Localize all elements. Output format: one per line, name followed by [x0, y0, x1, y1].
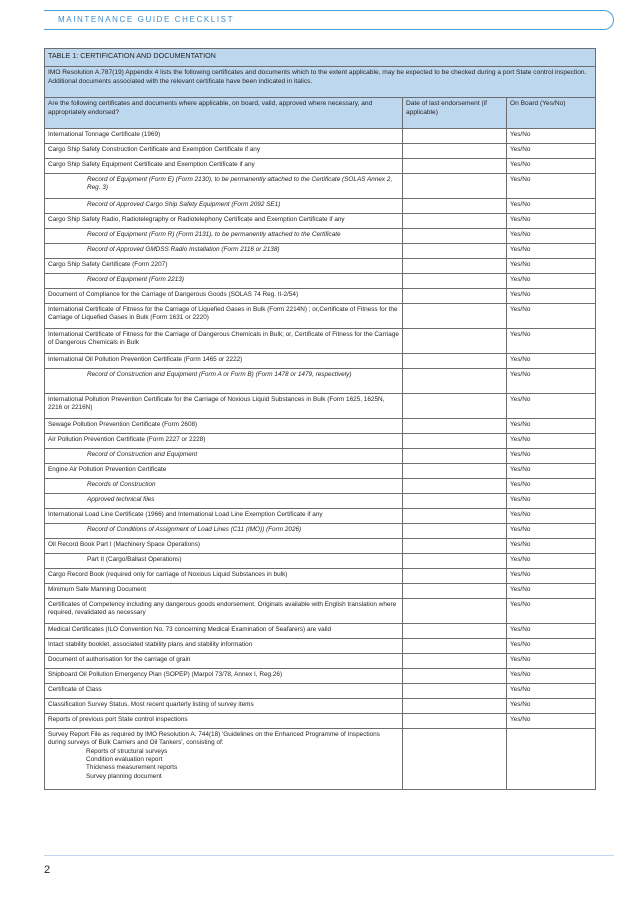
item-text: Part II (Cargo/Ballast Operations): [45, 554, 403, 569]
item-text: International Pollution Prevention Certificate for the Carriage of Noxious Liquid Substances in Bulk (Form 1625, 1625N, 2216 or 2216N): [45, 394, 403, 419]
table-row: [45, 329, 596, 354]
item-text: Air Pollution Prevention Certificate (Form 2227 or 2228): [45, 434, 403, 449]
table-row: [45, 509, 596, 524]
table-row: [45, 289, 596, 304]
table-row: [45, 669, 596, 684]
date-cell[interactable]: [403, 434, 507, 449]
survey-item: Condition evaluation report: [86, 755, 163, 763]
page-number: 2: [44, 864, 51, 876]
date-cell[interactable]: [403, 129, 507, 144]
yes-no-cell[interactable]: Yes/No: [507, 259, 596, 274]
column-header-onboard: On Board (Yes/No): [507, 98, 596, 129]
item-text: International Oil Pollution Prevention Certificate (Form 1465 or 2222): [45, 354, 403, 369]
yes-no-cell[interactable]: Yes/No: [507, 654, 596, 669]
table-row: [45, 419, 596, 434]
item-text: Cargo Ship Safety Equipment Certificate and Exemption Certificate if any: [45, 159, 403, 174]
yes-no-cell[interactable]: Yes/No: [507, 129, 596, 144]
table-row: [45, 599, 596, 624]
item-text: Certificate of Class: [45, 684, 403, 699]
date-cell[interactable]: [403, 449, 507, 464]
item-text: Cargo Ship Safety Construction Certificate and Exemption Certificate if any: [45, 144, 403, 159]
survey-item: Survey planning document: [86, 772, 162, 780]
date-cell[interactable]: [403, 479, 507, 494]
date-cell[interactable]: [403, 464, 507, 479]
yes-no-cell[interactable]: Yes/No: [507, 584, 596, 599]
item-text: Record of Approved Cargo Ship Safety Equipment (Form 2092 SE1): [45, 199, 403, 214]
date-cell[interactable]: [403, 554, 507, 569]
table-intro: IMO Resolution A.787(19) Appendix 4 lists the following certificates and documents which to the extent applicable, may be expected to be checked during a port State control inspection. Additional documents associated with the relevant certificate have been indicated in italics.: [45, 67, 596, 98]
yes-no-cell[interactable]: Yes/No: [507, 244, 596, 259]
yes-no-cell[interactable]: Yes/No: [507, 419, 596, 434]
date-cell[interactable]: [403, 304, 507, 329]
item-text: Cargo Ship Safety Radio, Radiotelegraphy or Radiotelephony Certificate and Exemption Certificate if any: [45, 214, 403, 229]
survey-cell: [45, 729, 403, 790]
item-text: Record of Equipment (Form E) (Form 2130), to be permanently attached to the Certificate (SOLAS Annex 2, Reg. 3): [45, 174, 403, 199]
yes-no-cell[interactable]: Yes/No: [507, 669, 596, 684]
date-cell[interactable]: [403, 329, 507, 354]
date-cell[interactable]: [403, 419, 507, 434]
date-cell[interactable]: [403, 729, 507, 790]
date-cell[interactable]: [403, 494, 507, 509]
yes-no-cell[interactable]: Yes/No: [507, 509, 596, 524]
item-text: Reports of previous port State control inspections: [45, 714, 403, 729]
yes-no-cell[interactable]: Yes/No: [507, 494, 596, 509]
table-row: [45, 639, 596, 654]
date-cell[interactable]: [403, 699, 507, 714]
yes-no-cell[interactable]: Yes/No: [507, 394, 596, 419]
item-text: Record of Conditions of Assignment of Load Lines (C11 (IMO)) (Form 2026): [45, 524, 403, 539]
survey-item: Thickness measurement reports: [86, 764, 178, 772]
table-row: [45, 159, 596, 174]
yes-no-cell[interactable]: Yes/No: [507, 274, 596, 289]
table-row: [45, 369, 596, 394]
yes-no-cell[interactable]: Yes/No: [507, 684, 596, 699]
table-row: [45, 494, 596, 509]
table-title-row: [45, 49, 596, 67]
column-header-row: [45, 98, 596, 129]
onboard-cell[interactable]: [507, 729, 596, 790]
item-text: Shipboard Oil Pollution Emergency Plan (SOPEP) (Marpol 73/78, Annex I, Reg.26): [45, 669, 403, 684]
header-banner: [44, 10, 614, 30]
table-row: [45, 539, 596, 554]
table-row: [45, 129, 596, 144]
date-cell[interactable]: [403, 174, 507, 199]
table-row: [45, 714, 596, 729]
yes-no-cell[interactable]: Yes/No: [507, 289, 596, 304]
date-cell[interactable]: [403, 569, 507, 584]
table-intro-row: [45, 67, 596, 98]
date-cell[interactable]: [403, 684, 507, 699]
table-title: TABLE 1: CERTIFICATION AND DOCUMENTATION: [45, 49, 596, 67]
yes-no-cell[interactable]: Yes/No: [507, 329, 596, 354]
yes-no-cell[interactable]: Yes/No: [507, 354, 596, 369]
yes-no-cell[interactable]: Yes/No: [507, 144, 596, 159]
item-text: Records of Construction: [45, 479, 403, 494]
table-row: [45, 274, 596, 289]
yes-no-cell[interactable]: Yes/No: [507, 229, 596, 244]
item-text: Record of Equipment (Form 2213): [45, 274, 403, 289]
table-row: [45, 144, 596, 159]
date-cell[interactable]: [403, 539, 507, 554]
item-text: Intact stability booklet, associated stability plans and stability information: [45, 639, 403, 654]
table-row: [45, 259, 596, 274]
table-row: [45, 394, 596, 419]
yes-no-cell[interactable]: Yes/No: [507, 464, 596, 479]
date-cell[interactable]: [403, 599, 507, 624]
item-text: Minimum Safe Manning Document: [45, 584, 403, 599]
item-text: International Certificate of Fitness for the Carriage of Liquefied Gases in Bulk (Form 2214N) ; or,Certificate of Fitness for the Carriage of Liquefied Gases in Bulk (Form 1631 or 2220): [45, 304, 403, 329]
table-row: [45, 464, 596, 479]
table-row: [45, 434, 596, 449]
date-cell[interactable]: [403, 524, 507, 539]
table-row: [45, 684, 596, 699]
survey-item: Reports of structural surveys: [86, 747, 168, 755]
date-cell[interactable]: [403, 274, 507, 289]
survey-text: Survey Report File as required by IMO Resolution A. 744(18) 'Guidelines on the Enhanced Programme of Inspections during surveys of Bulk Carriers and Oil Tankers', consisting of:: [48, 731, 380, 747]
date-cell[interactable]: [403, 714, 507, 729]
table-row: [45, 524, 596, 539]
item-text: Document of Compliance for the Carriage of Dangerous Goods (SOLAS 74 Reg. II-2/54): [45, 289, 403, 304]
item-text: Cargo Record Book (required only for carriage of Noxious Liquid Substances in bulk): [45, 569, 403, 584]
yes-no-cell[interactable]: Yes/No: [507, 699, 596, 714]
yes-no-cell[interactable]: Yes/No: [507, 199, 596, 214]
item-text: Certificates of Competency including any dangerous goods endorsement. Originals available with English translation where required, revalidated as necessary: [45, 599, 403, 624]
yes-no-cell[interactable]: Yes/No: [507, 159, 596, 174]
date-cell[interactable]: [403, 669, 507, 684]
yes-no-cell[interactable]: Yes/No: [507, 524, 596, 539]
table-row: [45, 479, 596, 494]
item-text: Oil Record Book Part I (Machinery Space Operations): [45, 539, 403, 554]
date-cell[interactable]: [403, 159, 507, 174]
yes-no-cell[interactable]: Yes/No: [507, 304, 596, 329]
table-row: [45, 354, 596, 369]
yes-no-cell[interactable]: Yes/No: [507, 214, 596, 229]
item-text: Classification Survey Status. Most recent quarterly listing of survey items: [45, 699, 403, 714]
table-row: [45, 569, 596, 584]
yes-no-cell[interactable]: Yes/No: [507, 639, 596, 654]
table-row: [45, 304, 596, 329]
table-row: [45, 584, 596, 599]
header-label: MAINTENANCE GUIDE CHECKLIST: [58, 15, 235, 24]
item-text: Document of authorisation for the carriage of grain: [45, 654, 403, 669]
yes-no-cell[interactable]: Yes/No: [507, 174, 596, 199]
yes-no-cell[interactable]: Yes/No: [507, 479, 596, 494]
date-cell[interactable]: [403, 639, 507, 654]
table-row: [45, 449, 596, 464]
item-text: Record of Equipment (Form R) (Form 2131), to be permanently attached to the Certificate: [45, 229, 403, 244]
table-row: [45, 229, 596, 244]
table-row: [45, 554, 596, 569]
date-cell[interactable]: [403, 654, 507, 669]
yes-no-cell[interactable]: Yes/No: [507, 569, 596, 584]
survey-item-list: [48, 748, 399, 781]
item-text: International Certificate of Fitness for the Carriage of Dangerous Chemicals in Bulk; or, Certificate of Fitness for the Carriage of Dangerous Chemicals in Bulk: [45, 329, 403, 354]
table-body: [45, 129, 596, 729]
certification-table: [44, 48, 596, 790]
item-text: Record of Construction and Equipment: [45, 449, 403, 464]
yes-no-cell[interactable]: Yes/No: [507, 624, 596, 639]
table-row-survey: [45, 729, 596, 790]
table-row: [45, 699, 596, 714]
yes-no-cell[interactable]: Yes/No: [507, 449, 596, 464]
date-cell[interactable]: [403, 199, 507, 214]
table-row: [45, 624, 596, 639]
column-header-question: Are the following certificates and documents where applicable, on board, valid, approved where necessary, and appropriately endorsed?: [45, 98, 403, 129]
date-cell[interactable]: [403, 624, 507, 639]
date-cell[interactable]: [403, 354, 507, 369]
table-row: [45, 199, 596, 214]
date-cell[interactable]: [403, 369, 507, 394]
item-text: International Tonnage Certificate (1969): [45, 129, 403, 144]
date-cell[interactable]: [403, 229, 507, 244]
table-row: [45, 214, 596, 229]
yes-no-cell[interactable]: Yes/No: [507, 714, 596, 729]
date-cell[interactable]: [403, 394, 507, 419]
table-row: [45, 174, 596, 199]
date-cell[interactable]: [403, 259, 507, 274]
item-text: Sewage Pollution Prevention Certificate (Form 2608): [45, 419, 403, 434]
column-header-date: Date of last endorsement (if applicable): [403, 98, 507, 129]
date-cell[interactable]: [403, 144, 507, 159]
item-text: Cargo Ship Safety Certificate (Form 2207): [45, 259, 403, 274]
item-text: Engine Air Pollution Prevention Certificate: [45, 464, 403, 479]
yes-no-cell[interactable]: Yes/No: [507, 599, 596, 624]
table-row: [45, 654, 596, 669]
yes-no-cell[interactable]: Yes/No: [507, 554, 596, 569]
yes-no-cell[interactable]: Yes/No: [507, 539, 596, 554]
item-text: Record of Approved GMDSS Radio Installation (Form 2116 or 2138): [45, 244, 403, 259]
yes-no-cell[interactable]: Yes/No: [507, 434, 596, 449]
date-cell[interactable]: [403, 244, 507, 259]
yes-no-cell[interactable]: Yes/No: [507, 369, 596, 394]
item-text: Medical Certificates (ILO Convention No. 73 concerning Medical Examination of Seafarers) are valid: [45, 624, 403, 639]
footer-rule: [44, 855, 614, 856]
item-text: International Load Line Certificate (1966) and International Load Line Exemption Certificate if any: [45, 509, 403, 524]
date-cell[interactable]: [403, 584, 507, 599]
date-cell[interactable]: [403, 509, 507, 524]
item-text: Record of Construction and Equipment (Form A or Form B) (Form 1478 or 1479, respectively): [45, 369, 403, 394]
table-row: [45, 244, 596, 259]
date-cell[interactable]: [403, 214, 507, 229]
item-text: Approved technical files: [45, 494, 403, 509]
date-cell[interactable]: [403, 289, 507, 304]
